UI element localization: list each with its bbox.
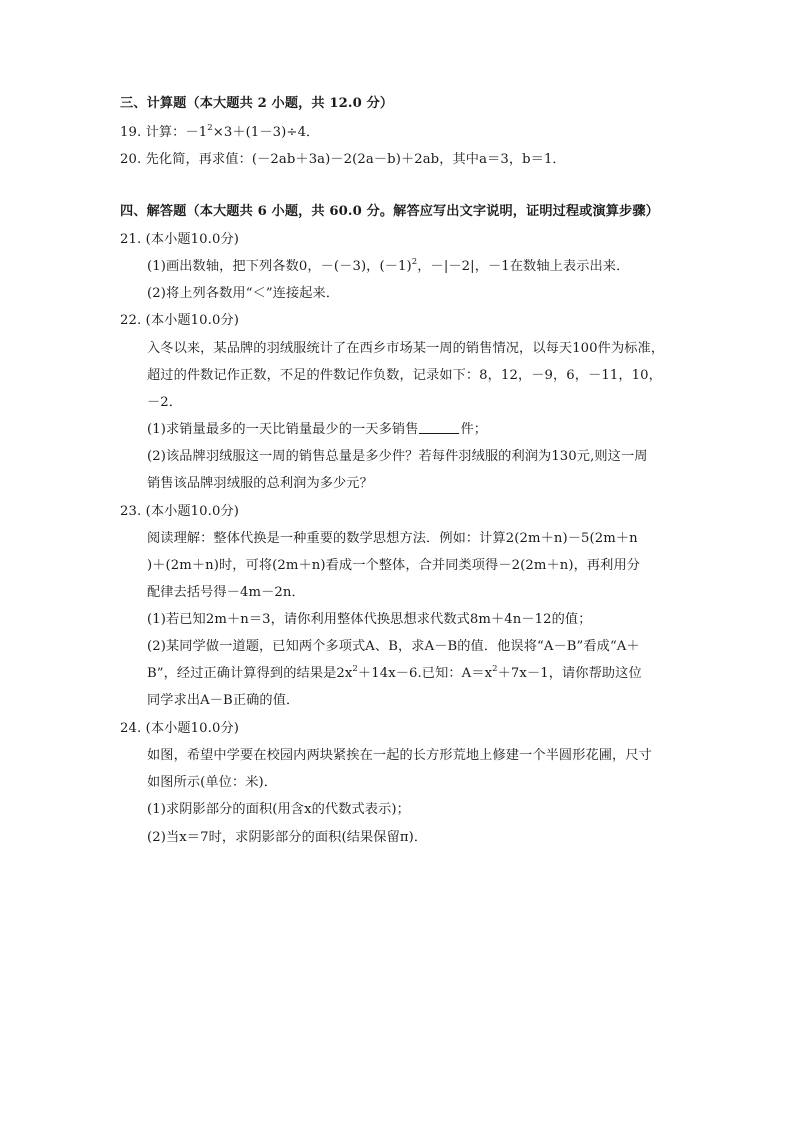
- question-24-line-2: 如图所示(单位：米)．: [147, 775, 278, 790]
- question-21-part-1: (1)画出数轴，把下列各数0，－(－3)，$(-1)^2$，－|－2|，－1在数轴上表示出来．: [147, 257, 630, 274]
- question-score: (本小题10.0分): [145, 504, 239, 519]
- section-3-header: 三、计算题（本大题共 2 小题，共 12.0 分）: [120, 96, 394, 111]
- question-22-part-1: (1)求销量最多的一天比销量最少的一天多销售 件；: [147, 422, 488, 437]
- question-24-part-2: (2)当x＝7时，求阴影部分的面积(结果保留π)．: [147, 830, 428, 845]
- question-22-part-2a: (2)该品牌羽绒服这一周的销售总量是多少件？若每件羽绒服的利润为130元,则这一周: [147, 449, 648, 464]
- question-number: 23.: [120, 504, 142, 519]
- question-23-line-3: 配律去括号得－4m－2n．: [147, 585, 305, 600]
- question-number: 21.: [120, 232, 142, 247]
- question-23-part-2b: B”，经过正确计算得到的结果是$2x^2+14x-6$.已知：$A=x^2+7x-1$，请你帮助这位: [147, 664, 642, 681]
- question-score: (本小题10.0分): [145, 721, 239, 736]
- answer-blank[interactable]: [419, 421, 459, 434]
- question-number: 22.: [120, 313, 142, 328]
- question-score: (本小题10.0分): [145, 232, 239, 247]
- question-19: [120, 124, 319, 142]
- question-20: [120, 151, 566, 169]
- question-text: 先化简，再求值：(－2ab＋3a)－2(2a－b)＋2ab，其中a＝3，b＝1．: [145, 152, 566, 167]
- question-score: (本小题10.0分): [145, 313, 239, 328]
- question-text: 计算：$-1^2\times 3+(1-3)\div 4$．: [145, 123, 320, 140]
- question-24-part-1: (1)求阴影部分的面积(用含x的代数式表示)；: [147, 802, 410, 817]
- question-number: 20.: [120, 152, 142, 167]
- question-24-heading: [120, 720, 239, 738]
- question-23-line-2: )＋(2m＋n)时，可将(2m＋n)看成一个整体，合并同类项得－2(2m＋n)，再利用分: [147, 558, 641, 573]
- question-21-heading: [120, 231, 239, 249]
- question-22-line-3: －2．: [147, 395, 183, 410]
- question-22-line-2: 超过的件数记作正数，不足的件数记作负数，记录如下：8，12，－9，6，－11，10，: [147, 368, 662, 383]
- question-23-heading: [120, 503, 239, 521]
- question-23-line-1: 阅读理解：整体代换是一种重要的数学思想方法．例如：计算2(2m＋n)－5(2m＋n: [147, 531, 638, 546]
- question-23-part-1: (1)若已知2m＋n＝3，请你利用整体代换思想求代数式8m＋4n－12的值；: [147, 612, 592, 627]
- question-24-line-1: 如图，希望中学要在校园内两块紧挨在一起的长方形荒地上修建一个半圆形花圃，尺寸: [147, 748, 652, 763]
- question-number: 19.: [120, 125, 142, 140]
- section-4-header: 四、解答题（本大题共 6 小题，共 60.0 分。解答应写出文字说明，证明过程或演算步骤）: [120, 204, 659, 219]
- question-number: 24.: [120, 721, 142, 736]
- question-22-line-1: 入冬以来，某品牌的羽绒服统计了在西乡市场某一周的销售情况，以每天100件为标准，: [147, 341, 665, 356]
- question-22-heading: [120, 312, 239, 330]
- question-23-part-2a: (2)某同学做一道题，已知两个多项式A、B，求A－B的值．他误将“A－B”看成“A＋: [147, 639, 640, 654]
- question-22-part-2b: 销售该品牌羽绒服的总利润为多少元？: [147, 476, 373, 491]
- question-23-part-2c: 同学求出A－B正确的值．: [147, 693, 300, 708]
- question-21-part-2: (2)将上列各数用“＜”连接起来．: [147, 286, 340, 301]
